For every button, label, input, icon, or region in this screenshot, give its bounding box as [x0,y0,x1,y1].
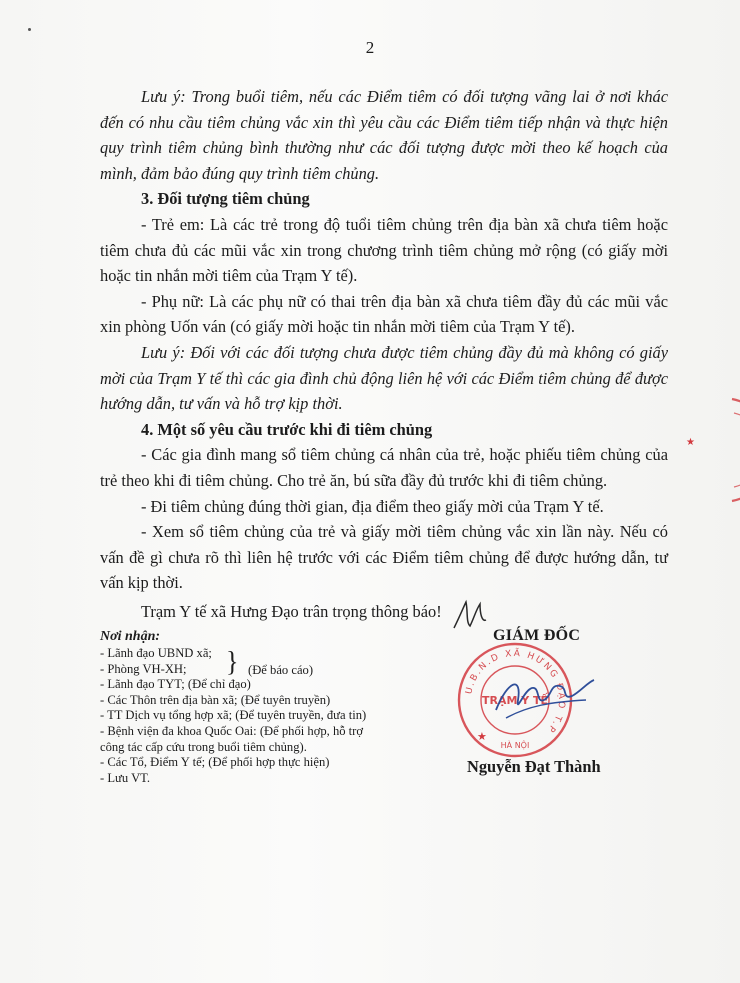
recipient-item: - Phòng VH-XH; (Để báo cáo) [100,661,314,677]
women-paragraph: - Phụ nữ: Là các phụ nữ có thai trên địa bàn xã chưa tiêm đầy đủ các mũi vắc xin phòng Uốn ván (có giấy mời hoặc tin nhắn mời tiêm của Trạm Y tế). [100,291,668,337]
side-seal [672,395,740,505]
svg-text:U.B.N.D XÃ HƯNG ĐẠO T.P: U.B.N.D XÃ HƯNG ĐẠO T.P [464,648,567,736]
requirement-1: - Các gia đình mang sổ tiêm chủng cá nhân của trẻ, hoặc phiếu tiêm chủng của trẻ theo khi đi tiêm chủng. Cho trẻ ăn, bú sữa đầy đủ trước khi đi tiêm chủng. [100,445,668,490]
seal-center-text: TRẠM Y TẾ [481,694,549,707]
star-icon: ★ [686,437,695,448]
section-heading-4: 4. Một số yêu cầu trước khi đi tiêm chủng [141,419,433,439]
recipient-item: công tác cấp cứu trong buổi tiêm chủng). [100,739,307,754]
initial-signature [450,598,490,632]
children-paragraph: - Trẻ em: Là các trẻ trong độ tuổi tiêm chủng trên địa bàn xã chưa tiêm hoặc tiêm chưa đủ các mũi vắc xin trong chương trình tiêm chủng mở rộng (có giấy mời hoặc tin nhắn mời tiêm của Trạm Y tế). [100,214,668,286]
note-paragraph-2: Lưu ý: Đối với các đối tượng chưa được tiêm chủng đầy đủ mà không có giấy mời của Trạm Y tế thì các gia đình chủ động liên hệ với các Điểm tiêm chủng để được hướng dẫn, tư vấn và hỗ trợ kịp thời. [100,342,668,414]
signer-name: Nguyễn Đạt Thành [467,757,601,776]
closing-statement: Trạm Y tế xã Hưng Đạo trân trọng thông báo! [141,602,442,621]
recipient-item: - Lãnh đạo UBND xã; [100,646,212,660]
signer-role: GIÁM ĐỐC [493,627,581,644]
star-icon: ★ [477,731,487,743]
section-heading-3: 3. Đối tượng tiêm chủng [141,189,310,209]
page-number: 2 [365,38,375,57]
brace-icon: } [226,645,239,678]
recipient-item: - Các Tổ, Điểm Y tế; (Để phối hợp thực hiện) [100,755,330,770]
recipient-item: - Lãnh đạo TYT; (Để chỉ đạo) [100,677,251,692]
document-body [100,84,668,596]
scan-speck [28,28,31,31]
recipient-item: - TT Dịch vụ tổng hợp xã; (Để tuyên truyền, đưa tin) [100,708,367,723]
requirement-3: - Xem sổ tiêm chủng của trẻ và giấy mời tiêm chủng vắc xin lần này. Nếu có vấn đề gì chưa rõ thì liên hệ trước với các Điểm tiêm chủng để được hướng dẫn, tư vấn kịp thời. [100,522,668,593]
handwritten-signature [488,670,598,730]
report-note: (Để báo cáo) [248,662,314,677]
recipients-label: Nơi nhận: [100,629,161,644]
seal-bottom-text: HÀ NỘI [500,741,530,750]
recipient-item: - Bệnh viện đa khoa Quốc Oai: (Để phối hợp, hỗ trợ [100,723,364,738]
recipient-item: - Các Thôn trên địa bàn xã; (Để tuyên truyền) [100,692,331,707]
recipients-block [100,628,430,786]
recipient-item: - Lưu VT. [100,770,151,785]
requirement-2: - Đi tiêm chủng đúng thời gian, địa điểm theo giấy mời của Trạm Y tế. [141,496,604,516]
note-paragraph-1: Lưu ý: Trong buổi tiêm, nếu các Điểm tiêm có đối tượng vãng lai ở nơi khác đến có nhu cầu tiêm chủng vắc xin thì yêu cầu các Điểm tiêm tiếp nhận và thực hiện quy trình tiêm chủng bình thường như các đối tượng được mời theo kế hoạch của mình, đảm bảo đúng quy trình tiêm chủng. [100,87,668,183]
